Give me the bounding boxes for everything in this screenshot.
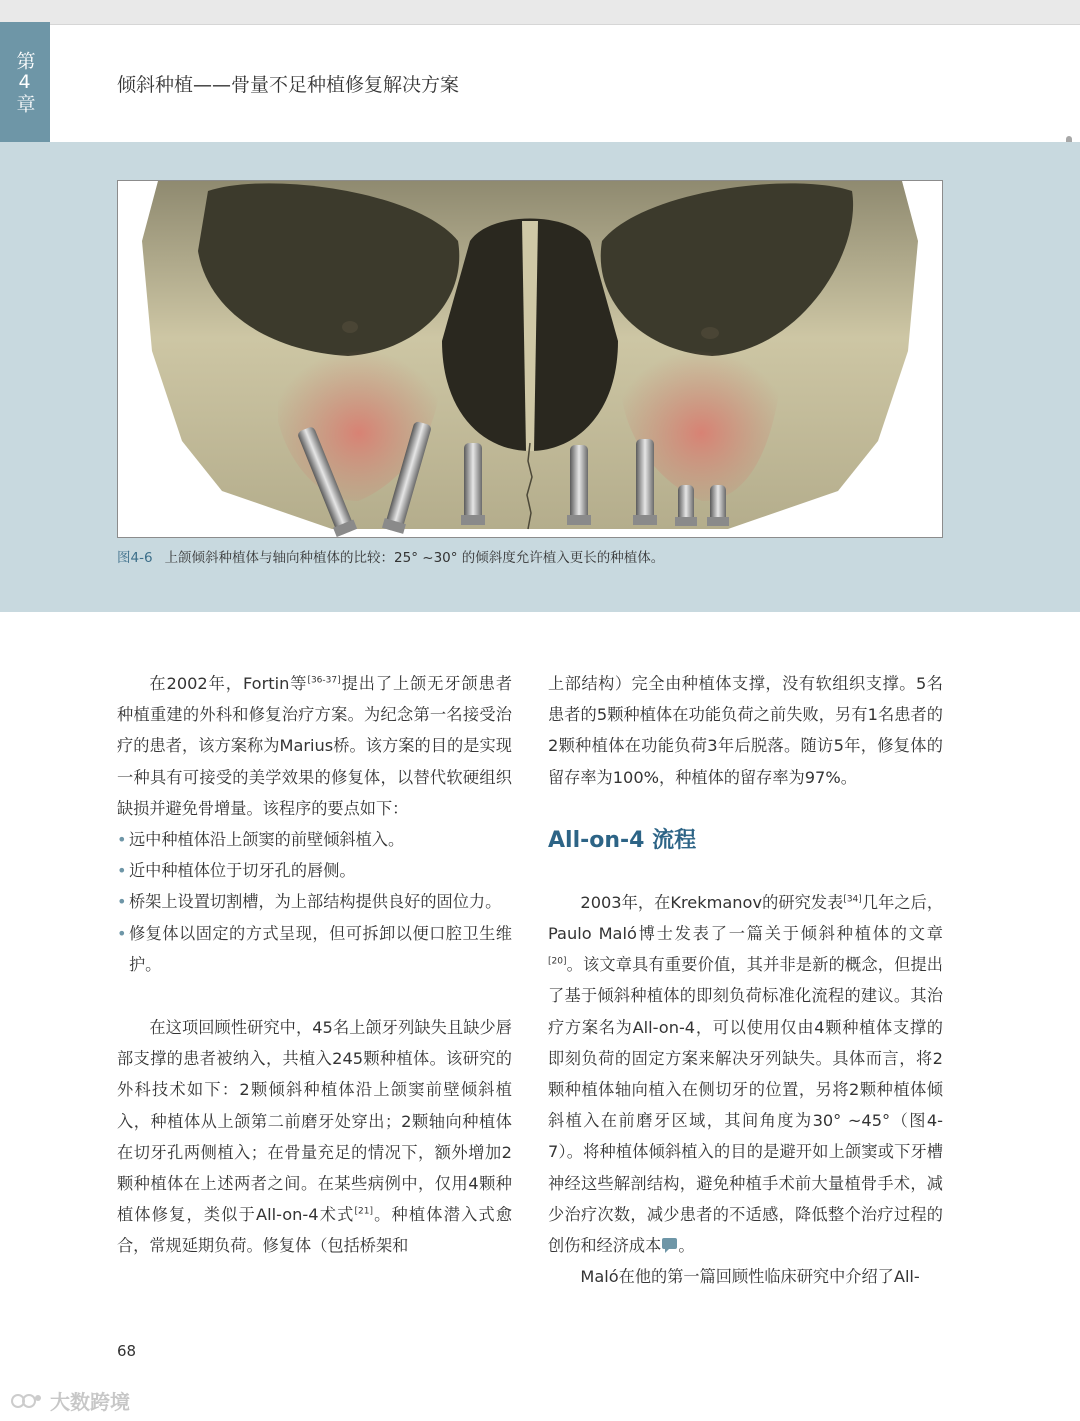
bullet-list [117,824,512,980]
list-item-text: 近中种植体位于切牙孔的唇侧。 [129,861,356,881]
paragraph [117,1012,512,1262]
figure-caption [117,546,664,566]
section-title: All-on-4 流程 [548,827,697,853]
axial-implant-3 [633,439,657,525]
bullet-icon: • [117,892,127,912]
bullet-icon: • [117,861,127,881]
watermark-logo-icon [10,1391,44,1411]
figure-caption-text: 上颌倾斜种植体与轴向种植体的比较：25° ~30° 的倾斜度允许植入更长的种植体。 [164,550,665,566]
text-run: 。种植体潜入式愈合，常规延期负荷。修复体（包括桥架和 [117,1205,513,1256]
axial-implant-2 [567,445,591,525]
citation: [34] [843,894,862,905]
watermark-text: 大数跨境 [50,1390,130,1414]
list-item-text: 桥架上设置切割槽，为上部结构提供良好的固位力。 [129,892,502,912]
short-implant-2 [707,485,729,526]
short-implant-1 [675,485,697,526]
right-column [548,668,943,1292]
text-run: 。 [678,1236,695,1256]
citation: [21] [354,1206,373,1217]
running-head: 倾斜种植——骨量不足种植修复解决方案 [117,74,460,96]
paragraph: Maló在他的第一篇回顾性临床研究中介绍了All- [580,1267,920,1287]
list-item [117,886,512,917]
citation: [36-37] [307,675,341,686]
text-run: 几年之后，Paulo Maló博士发表了一篇关于倾斜种植体的文章 [548,892,944,944]
axial-implant-1 [461,443,485,525]
left-column [117,668,512,1262]
list-item [117,855,512,886]
comment-icon[interactable] [662,1238,677,1249]
list-item [117,918,512,980]
skull-illustration [118,181,942,537]
paragraph [548,887,943,1261]
chapter-tab: 第4章 [0,22,50,142]
page-number: 68 [117,1342,137,1360]
text-run: 。该文章具有重要价值，其并非是新的概念，但提出了基于倾斜种植体的即刻负荷标准化流程的建议。其治疗方案名为All-on-4，可以使用仅由4颗种植体支撑的即刻负荷的固定方案来解决牙列缺失。具体而言，将2颗种植体轴向植入在侧切牙的位置，另将2颗种植体倾斜植入在前磨牙区域，其间角度为30° ~45°（图4-7）。将种植体倾斜植入的目的是避开如上颌窦或下牙槽神经这些解剖结构，避免种植手术前大量植骨手术，减少治疗次数，减少患者的不适感，降低整个治疗过程的创伤和经济成本 [548,955,943,1256]
top-strip [0,0,1080,25]
paragraph: 上部结构）完全由种植体支撑，没有软组织支撑。5名患者的5颗种植体在功能负荷之前失败，另有1名患者的2颗种植体在功能负荷3年后脱落。随访5年，修复体的留存率为100%，种植体的留存率为97%。 [548,674,943,787]
list-item-text: 远中种植体沿上颌窦的前壁倾斜植入。 [129,830,405,850]
figure-image [117,180,943,538]
bullet-icon: • [117,830,127,850]
figure-number: 图4-6 [117,550,153,566]
text-run: 提出了上颌无牙颌患者种植重建的外科和修复治疗方案。为纪念第一名接受治疗的患者，该方案称为Marius桥。该方案的目的是实现一种具有可接受的美学效果的修复体，以替代软硬组织缺损并避免骨增量。该程序的要点如下： [117,674,513,818]
text-run: 在2002年，Fortin等 [149,674,308,693]
paragraph [117,668,512,824]
list-item-text: 修复体以固定的方式呈现，但可拆卸以便口腔卫生维护。 [129,923,512,974]
text-run: 2003年，在Krekmanov的研究发表 [580,892,844,912]
citation: [20] [548,956,567,967]
text-run: 在这项回顾性研究中，45名上颌牙列缺失且缺少唇部支撑的患者被纳入，共植入245颗种植体。该研究的外科技术如下：2颗倾斜种植体沿上颌窦前壁倾斜植入，种植体从上颌第二前磨牙处穿出；2颗轴向种植体在切牙孔两侧植入；在骨量充足的情况下，额外增加2颗种植体在上述两者之间。在某些病例中，仅用4颗种植体修复，类似于All-on-4术式 [117,1018,512,1225]
watermark [10,1386,130,1415]
bullet-icon: • [117,923,127,943]
list-item [117,824,512,855]
